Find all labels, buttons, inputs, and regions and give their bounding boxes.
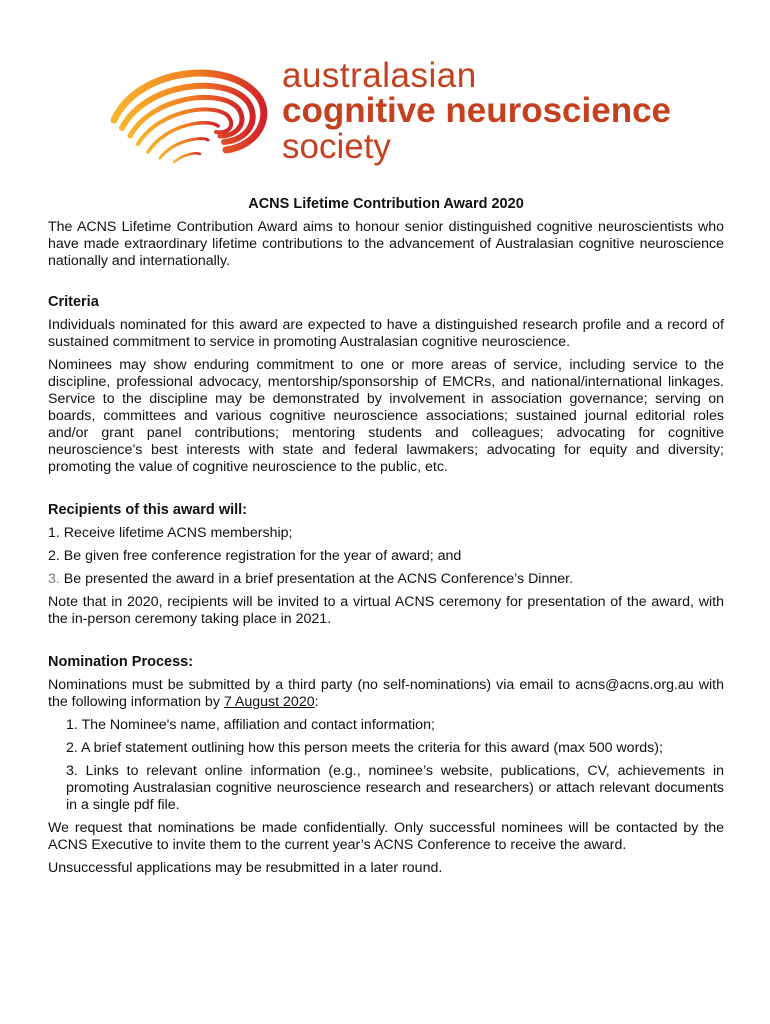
page-title: ACNS Lifetime Contribution Award 2020 xyxy=(248,196,524,212)
nomination-item: 3. Links to relevant online information (e.g., nominee’s website, publications, CV, achievements in promoting Australasian cognitive neuroscience research and researchers) or attach relevant documents in a single pdf file. xyxy=(66,763,724,813)
resubmit-paragraph: Unsuccessful applications may be resubmitted in a later round. xyxy=(48,860,443,876)
recipients-note: Note that in 2020, recipients will be invited to a virtual ACNS ceremony for presentation of the award, with the in-person ceremony taking place in 2021. xyxy=(48,594,724,627)
nomination-intro-end: : xyxy=(314,694,319,710)
recipients-item xyxy=(48,525,724,542)
recipients-item-number: 3. xyxy=(48,571,60,587)
recipients-item-number: 1. xyxy=(48,525,60,541)
nomination-item: 2. A brief statement outlining how this person meets the criteria for this award (max 500 words); xyxy=(66,740,663,756)
recipients-item-text: Receive lifetime ACNS membership; xyxy=(63,525,293,541)
confidential-paragraph: We request that nominations be made confidentially. Only successful nominees will be contacted by the ACNS Executive to invite them to the current year’s ACNS Conference to receive the award. xyxy=(48,820,724,853)
recipients-item-number: 2. xyxy=(48,548,60,564)
criteria-paragraph-1: Individuals nominated for this award are expected to have a distinguished research profile and a record of sustained commitment to service in promoting Australasian cognitive neuroscience. xyxy=(48,317,724,350)
recipients-heading: Recipients of this award will: xyxy=(48,502,248,518)
logo-line-3: society xyxy=(282,127,391,166)
nomination-heading: Nomination Process: xyxy=(48,654,194,670)
criteria-heading: Criteria xyxy=(48,294,99,310)
logo-line-2: cognitive neuroscience xyxy=(282,91,672,130)
logo-wordmark xyxy=(282,56,672,166)
document-body xyxy=(48,196,724,883)
logo-line-1: australasian xyxy=(282,56,477,95)
criteria-paragraph-2: Nominees may show enduring commitment to one or more areas of service, including service to the discipline, professional advocacy, mentorship/sponsorship of EMCRs, and national/international linkages. Service to the discipline may be demonstrated by involvement in association governance; serving on boards, committees and various cognitive neuroscience associations; sustained journal editorial roles and/or grant panel contributions; mentoring students and colleagues; advocating for cognitive neuroscience’s best interests with state and federal lawmakers; advocating for equity and diversity; promoting the value of cognitive neuroscience to the public, etc. xyxy=(48,357,724,475)
recipients-item-text: Be presented the award in a brief presentation at the ACNS Conference’s Dinner. xyxy=(63,571,574,587)
nomination-intro-text: Nominations must be submitted by a third party (no self-nominations) via email to acns@acns.org.au with the following information by xyxy=(48,677,724,710)
nomination-item: 1. The Nominee's name, affiliation and contact information; xyxy=(66,717,435,733)
recipients-item xyxy=(48,571,724,588)
intro-paragraph: The ACNS Lifetime Contribution Award aims to honour senior distinguished cognitive neuroscientists who have made extraordinary lifetime contributions to the advancement of Australasian cognitive neuroscience nationally and internationally. xyxy=(48,219,724,269)
recipients-item-text: Be given free conference registration for the year of award; and xyxy=(63,548,462,564)
recipients-item xyxy=(48,548,724,565)
nomination-intro xyxy=(48,677,724,711)
nomination-deadline: 7 August 2020 xyxy=(223,694,315,710)
